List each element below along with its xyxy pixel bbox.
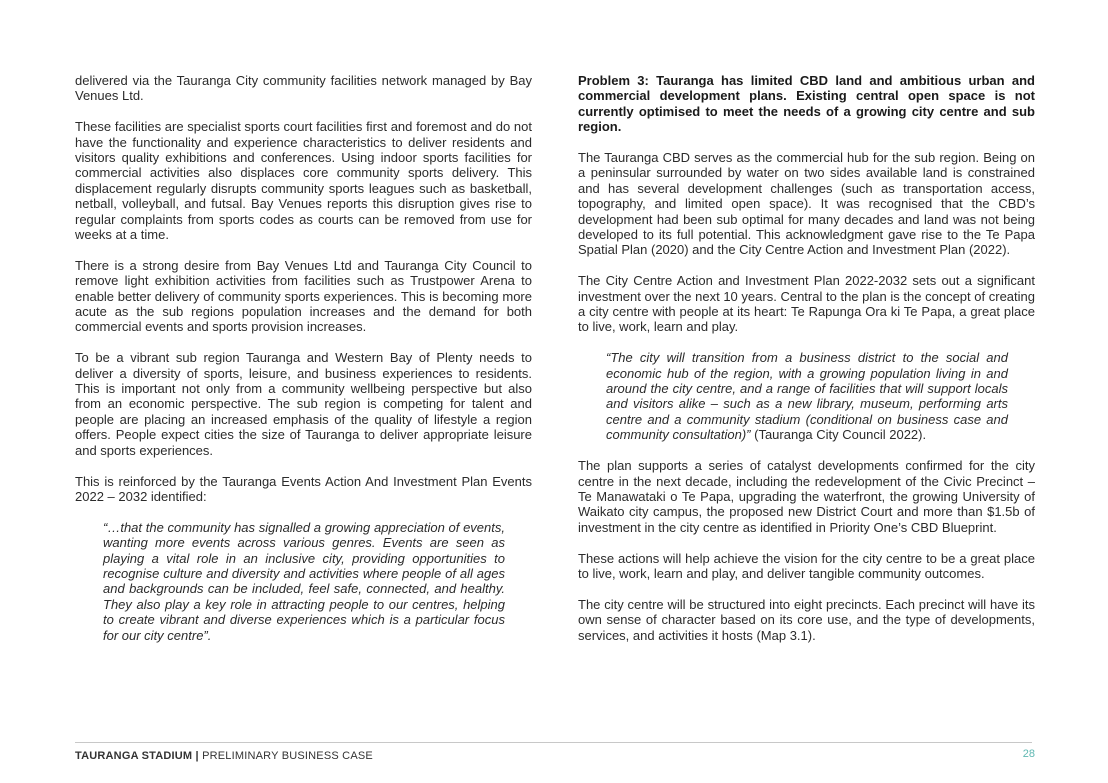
events-plan-quote: “…that the community has signalled a growing appreciation of events, wanting more events across various genres. Events are seen as playing a vital role in an inclusive city, providing opportunities to recognise culture and diversity and activities where people of all ages and backgrounds can be included, feel safe, connected, and healthy. They also play a key role in attracting people to our centres, helping to create vibrant and diverse experiences which is a particular focus for our city centre”.: [103, 519, 505, 643]
left-paragraph-2: These facilities are specialist sports court facilities first and foremost and do not have the functionality and experience characteristics to deliver residents and visitors quality exhibitions and conferences. Using indoor sports facilities for commercial activities also displaces core community sports delivery. This displacement regularly disrupts community sports leagues such as basketball, netball, volleyball, and futsal. Bay Venues reports this disruption gives rise to regular complaints from sports codes as courts can be removed from use for weeks at a time.: [75, 119, 532, 243]
right-paragraph-1: The Tauranga CBD serves as the commercial hub for the sub region. Being on a peninsular surrounded by water on two sides available land is constrained and has several development challenges (such as transportation access, topography, and limited open space). It was recognised that the CBD’s development had been sub optimal for many decades and land was not being developed to its full potential. This acknowledgment gave rise to the Te Papa Spatial Plan (2020) and the City Centre Action and Investment Plan (2022).: [578, 150, 1035, 258]
city-centre-quote: [606, 350, 1008, 442]
left-paragraph-5: This is reinforced by the Tauranga Events Action And Investment Plan Events 2022 – 2032 identified:: [75, 473, 532, 504]
footer-divider: [75, 742, 1032, 743]
right-paragraph-2: The City Centre Action and Investment Plan 2022-2032 sets out a significant investment over the next 10 years. Central to the plan is the concept of creating a city centre with people at its heart: Te Rapunga Ora ki Te Papa, a great place to live, work, learn and play.: [578, 273, 1035, 335]
left-paragraph-1: delivered via the Tauranga City community facilities network managed by Bay Venues Ltd.: [75, 73, 532, 104]
city-centre-quote-text: “The city will transition from a business district to the social and economic hub of the region, with a growing population living in and around the city centre, and a range of facilities that will support locals and visitors alike – such as a new library, museum, performing arts centre and a community stadium (conditional on business case and community consultation)”: [606, 350, 1008, 443]
right-paragraph-5: The city centre will be structured into eight precincts. Each precinct will have its own sense of character based on its core use, and the type of developments, services, and activities it hosts (Map 3.1).: [578, 596, 1035, 643]
right-paragraph-3: The plan supports a series of catalyst developments confirmed for the city centre in the next decade, including the redevelopment of the Civic Precinct – Te Manawataki o Te Papa, upgrading the waterfront, the growing University of Waikato city campus, the proposed new District Court and more than $1.5b of investment in the city centre as identified in Priority One’s CBD Blueprint.: [578, 458, 1035, 535]
footer-title: TAURANGA STADIUM: [75, 750, 193, 762]
left-column: [75, 73, 532, 658]
city-centre-quote-citation: (Tauranga City Council 2022).: [750, 427, 927, 443]
right-paragraph-4: These actions will help achieve the vision for the city centre to be a great place to live, work, learn and play, and deliver tangible community outcomes.: [578, 550, 1035, 581]
left-paragraph-4: To be a vibrant sub region Tauranga and Western Bay of Plenty needs to deliver a diversity of sports, leisure, and business experiences to residents. This is important not only from a community wellbeing perspective but also from an economic perspective. The sub region is competing for talent and people are placing an increased emphasis of the quality of lifestyle a region offers. People expect cities the size of Tauranga to deliver appropriate leisure and sports experiences.: [75, 350, 532, 458]
footer-subtitle: PRELIMINARY BUSINESS CASE: [202, 750, 373, 762]
right-column: [578, 73, 1035, 658]
footer-document-title: [75, 750, 373, 762]
footer-separator: |: [192, 750, 203, 762]
problem-3-heading: Problem 3: Tauranga has limited CBD land and ambitious urban and commercial development plans. Existing central open space is not currently optimised to meet the needs of a growing city centre and sub region.: [578, 73, 1035, 135]
left-paragraph-3: There is a strong desire from Bay Venues Ltd and Tauranga City Council to remove light exhibition activities from facilities such as Trustpower Arena to enable better delivery of community sports experiences. This is becoming more acute as the sub regions population increases and the demand for both commercial events and sports provision increases.: [75, 257, 532, 335]
page-number: 28: [1022, 748, 1035, 760]
